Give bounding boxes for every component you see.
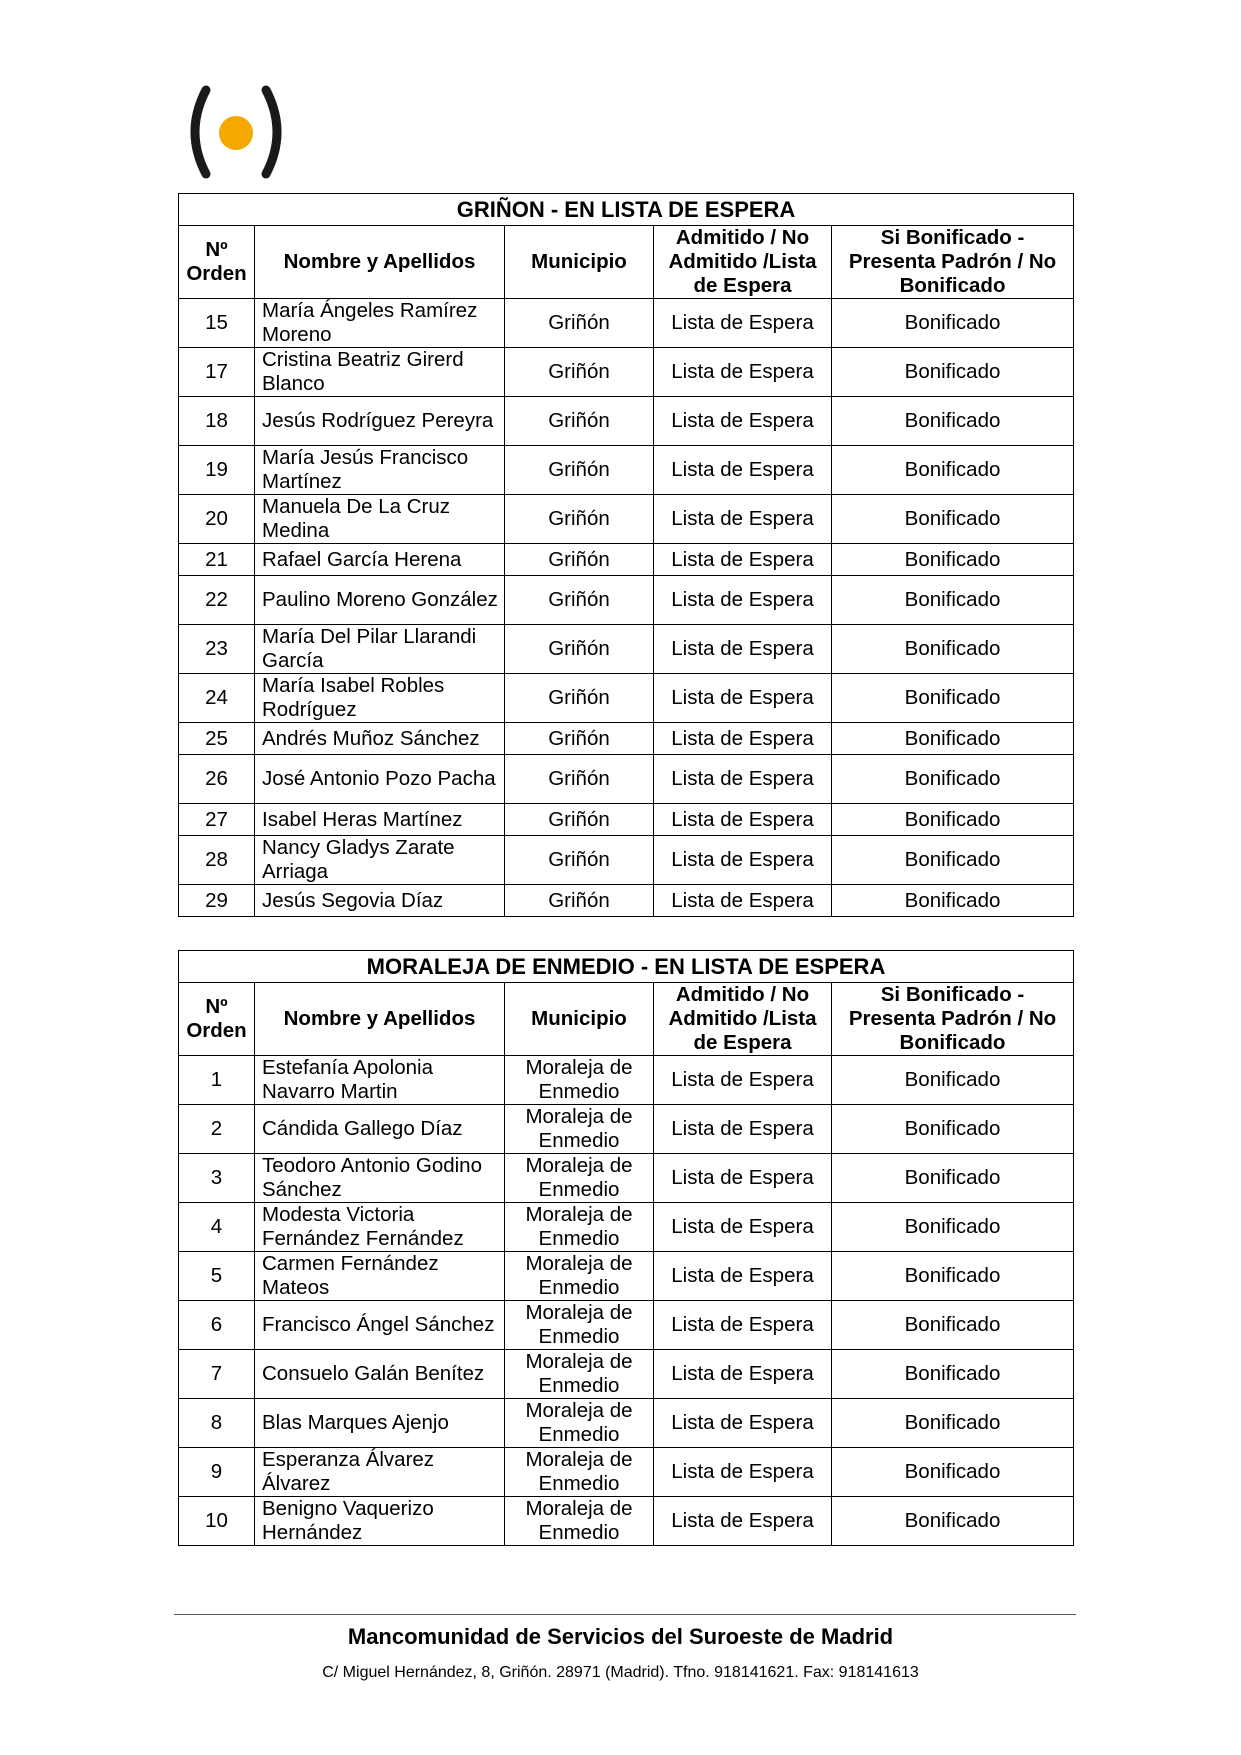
cell-nombre: Esperanza Álvarez Álvarez: [255, 1448, 505, 1497]
cell-bonificado: Bonificado: [832, 1350, 1074, 1399]
cell-municipio: Moraleja de Enmedio: [505, 1252, 654, 1301]
header-orden: Nº Orden: [179, 226, 255, 299]
cell-bonificado: Bonificado: [832, 576, 1074, 625]
right-bracket-mark: [266, 90, 277, 174]
cell-estado: Lista de Espera: [654, 1448, 832, 1497]
cell-bonificado: Bonificado: [832, 755, 1074, 804]
table-row: [179, 299, 1074, 348]
cell-municipio: Griñón: [505, 348, 654, 397]
cell-municipio: Griñón: [505, 836, 654, 885]
cell-orden: 10: [179, 1497, 255, 1546]
table-row: [179, 625, 1074, 674]
mancomunidad-logo: [188, 84, 284, 180]
cell-municipio: Griñón: [505, 625, 654, 674]
cell-orden: 28: [179, 836, 255, 885]
cell-municipio: Moraleja de Enmedio: [505, 1154, 654, 1203]
cell-orden: 17: [179, 348, 255, 397]
cell-municipio: Griñón: [505, 723, 654, 755]
cell-estado: Lista de Espera: [654, 625, 832, 674]
cell-orden: 19: [179, 446, 255, 495]
cell-orden: 6: [179, 1301, 255, 1350]
cell-bonificado: Bonificado: [832, 1105, 1074, 1154]
cell-bonificado: Bonificado: [832, 1056, 1074, 1105]
cell-nombre: Manuela De La Cruz Medina: [255, 495, 505, 544]
cell-bonificado: Bonificado: [832, 723, 1074, 755]
cell-municipio: Moraleja de Enmedio: [505, 1301, 654, 1350]
cell-municipio: Griñón: [505, 544, 654, 576]
cell-nombre: Nancy Gladys Zarate Arriaga: [255, 836, 505, 885]
table-row: [179, 755, 1074, 804]
grinon-waitlist-table: [178, 193, 1074, 917]
header-municipio: Municipio: [505, 983, 654, 1056]
cell-estado: Lista de Espera: [654, 1203, 832, 1252]
cell-estado: Lista de Espera: [654, 1399, 832, 1448]
cell-nombre: José Antonio Pozo Pacha: [255, 755, 505, 804]
moraleja-waitlist-table: [178, 950, 1074, 1546]
table-row: [179, 544, 1074, 576]
cell-estado: Lista de Espera: [654, 1105, 832, 1154]
table-header-row: [179, 226, 1074, 299]
cell-nombre: Rafael García Herena: [255, 544, 505, 576]
cell-nombre: Consuelo Galán Benítez: [255, 1350, 505, 1399]
footer-address: C/ Miguel Hernández, 8, Griñón. 28971 (Madrid). Tfno. 918141621. Fax: 918141613: [322, 1664, 919, 1681]
cell-estado: Lista de Espera: [654, 674, 832, 723]
cell-estado: Lista de Espera: [654, 446, 832, 495]
cell-bonificado: Bonificado: [832, 397, 1074, 446]
cell-municipio: Moraleja de Enmedio: [505, 1105, 654, 1154]
cell-municipio: Griñón: [505, 885, 654, 917]
cell-bonificado: Bonificado: [832, 1252, 1074, 1301]
cell-nombre: María Jesús Francisco Martínez: [255, 446, 505, 495]
cell-orden: 22: [179, 576, 255, 625]
cell-nombre: Estefanía Apolonia Navarro Martin: [255, 1056, 505, 1105]
table-row: [179, 1203, 1074, 1252]
cell-orden: 20: [179, 495, 255, 544]
cell-orden: 24: [179, 674, 255, 723]
cell-nombre: Paulino Moreno González: [255, 576, 505, 625]
cell-municipio: Moraleja de Enmedio: [505, 1497, 654, 1546]
cell-estado: Lista de Espera: [654, 804, 832, 836]
cell-nombre: Isabel Heras Martínez: [255, 804, 505, 836]
cell-nombre: Jesús Segovia Díaz: [255, 885, 505, 917]
cell-estado: Lista de Espera: [654, 576, 832, 625]
cell-orden: 21: [179, 544, 255, 576]
cell-estado: Lista de Espera: [654, 1350, 832, 1399]
cell-orden: 29: [179, 885, 255, 917]
cell-municipio: Griñón: [505, 446, 654, 495]
cell-orden: 15: [179, 299, 255, 348]
cell-nombre: Carmen Fernández Mateos: [255, 1252, 505, 1301]
table-row: [179, 1154, 1074, 1203]
cell-orden: 8: [179, 1399, 255, 1448]
cell-estado: Lista de Espera: [654, 397, 832, 446]
cell-orden: 7: [179, 1350, 255, 1399]
table-row: [179, 397, 1074, 446]
cell-estado: Lista de Espera: [654, 348, 832, 397]
header-bonificado: Si Bonificado - Presenta Padrón / No Bonificado: [832, 983, 1074, 1056]
cell-orden: 4: [179, 1203, 255, 1252]
table-title: MORALEJA DE ENMEDIO - EN LISTA DE ESPERA: [179, 951, 1074, 983]
table-row: [179, 723, 1074, 755]
cell-estado: Lista de Espera: [654, 1497, 832, 1546]
cell-nombre: Jesús Rodríguez Pereyra: [255, 397, 505, 446]
cell-nombre: Blas Marques Ajenjo: [255, 1399, 505, 1448]
header-nombre: Nombre y Apellidos: [255, 226, 505, 299]
cell-bonificado: Bonificado: [832, 1301, 1074, 1350]
yellow-dot-mark: [219, 116, 253, 150]
header-bonificado: Si Bonificado - Presenta Padrón / No Bonificado: [832, 226, 1074, 299]
cell-municipio: Moraleja de Enmedio: [505, 1056, 654, 1105]
cell-estado: Lista de Espera: [654, 1154, 832, 1203]
header-nombre: Nombre y Apellidos: [255, 983, 505, 1056]
cell-bonificado: Bonificado: [832, 348, 1074, 397]
header-municipio: Municipio: [505, 226, 654, 299]
left-bracket-mark: [195, 90, 206, 174]
cell-municipio: Griñón: [505, 495, 654, 544]
cell-orden: 23: [179, 625, 255, 674]
footer-divider: [174, 1614, 1076, 1615]
cell-nombre: Andrés Muñoz Sánchez: [255, 723, 505, 755]
cell-municipio: Moraleja de Enmedio: [505, 1448, 654, 1497]
cell-orden: 5: [179, 1252, 255, 1301]
cell-bonificado: Bonificado: [832, 836, 1074, 885]
cell-nombre: María Ángeles Ramírez Moreno: [255, 299, 505, 348]
cell-nombre: Teodoro Antonio Godino Sánchez: [255, 1154, 505, 1203]
table-row: [179, 1350, 1074, 1399]
cell-municipio: Griñón: [505, 755, 654, 804]
cell-bonificado: Bonificado: [832, 625, 1074, 674]
cell-nombre: María Isabel Robles Rodríguez: [255, 674, 505, 723]
table-header-row: [179, 983, 1074, 1056]
cell-bonificado: Bonificado: [832, 1203, 1074, 1252]
cell-orden: 1: [179, 1056, 255, 1105]
cell-estado: Lista de Espera: [654, 836, 832, 885]
footer-title: Mancomunidad de Servicios del Suroeste de Madrid: [347, 1624, 894, 1649]
cell-estado: Lista de Espera: [654, 885, 832, 917]
cell-bonificado: Bonificado: [832, 299, 1074, 348]
cell-orden: 26: [179, 755, 255, 804]
cell-estado: Lista de Espera: [654, 544, 832, 576]
cell-orden: 9: [179, 1448, 255, 1497]
cell-municipio: Moraleja de Enmedio: [505, 1203, 654, 1252]
table-row: [179, 1448, 1074, 1497]
cell-bonificado: Bonificado: [832, 1399, 1074, 1448]
cell-estado: Lista de Espera: [654, 755, 832, 804]
table-row: [179, 1252, 1074, 1301]
table-row: [179, 1497, 1074, 1546]
table-row: [179, 1105, 1074, 1154]
cell-bonificado: Bonificado: [832, 495, 1074, 544]
cell-bonificado: Bonificado: [832, 1448, 1074, 1497]
table-row: [179, 885, 1074, 917]
cell-municipio: Moraleja de Enmedio: [505, 1350, 654, 1399]
cell-orden: 27: [179, 804, 255, 836]
table-row: [179, 1301, 1074, 1350]
cell-municipio: Griñón: [505, 576, 654, 625]
cell-bonificado: Bonificado: [832, 885, 1074, 917]
table-row: [179, 576, 1074, 625]
table-row: [179, 674, 1074, 723]
cell-municipio: Moraleja de Enmedio: [505, 1399, 654, 1448]
cell-estado: Lista de Espera: [654, 495, 832, 544]
table-row: [179, 446, 1074, 495]
cell-estado: Lista de Espera: [654, 723, 832, 755]
cell-bonificado: Bonificado: [832, 1497, 1074, 1546]
cell-estado: Lista de Espera: [654, 1252, 832, 1301]
table-row: [179, 495, 1074, 544]
cell-bonificado: Bonificado: [832, 674, 1074, 723]
cell-orden: 2: [179, 1105, 255, 1154]
cell-nombre: Cristina Beatriz Girerd Blanco: [255, 348, 505, 397]
table-title: GRIÑON - EN LISTA DE ESPERA: [179, 194, 1074, 226]
cell-estado: Lista de Espera: [654, 1056, 832, 1105]
table-row: [179, 1399, 1074, 1448]
header-orden: Nº Orden: [179, 983, 255, 1056]
cell-municipio: Griñón: [505, 804, 654, 836]
cell-estado: Lista de Espera: [654, 1301, 832, 1350]
cell-nombre: Francisco Ángel Sánchez: [255, 1301, 505, 1350]
table-row: [179, 1056, 1074, 1105]
table-row: [179, 836, 1074, 885]
cell-bonificado: Bonificado: [832, 446, 1074, 495]
table-row: [179, 804, 1074, 836]
cell-estado: Lista de Espera: [654, 299, 832, 348]
cell-orden: 3: [179, 1154, 255, 1203]
header-admitido: Admitido / No Admitido /Lista de Espera: [654, 226, 832, 299]
cell-nombre: Benigno Vaquerizo Hernández: [255, 1497, 505, 1546]
cell-nombre: María Del Pilar Llarandi García: [255, 625, 505, 674]
cell-municipio: Griñón: [505, 397, 654, 446]
cell-nombre: Cándida Gallego Díaz: [255, 1105, 505, 1154]
cell-bonificado: Bonificado: [832, 804, 1074, 836]
cell-municipio: Griñón: [505, 674, 654, 723]
cell-orden: 18: [179, 397, 255, 446]
cell-orden: 25: [179, 723, 255, 755]
table-row: [179, 348, 1074, 397]
header-admitido: Admitido / No Admitido /Lista de Espera: [654, 983, 832, 1056]
cell-municipio: Griñón: [505, 299, 654, 348]
cell-bonificado: Bonificado: [832, 544, 1074, 576]
cell-bonificado: Bonificado: [832, 1154, 1074, 1203]
cell-nombre: Modesta Victoria Fernández Fernández: [255, 1203, 505, 1252]
